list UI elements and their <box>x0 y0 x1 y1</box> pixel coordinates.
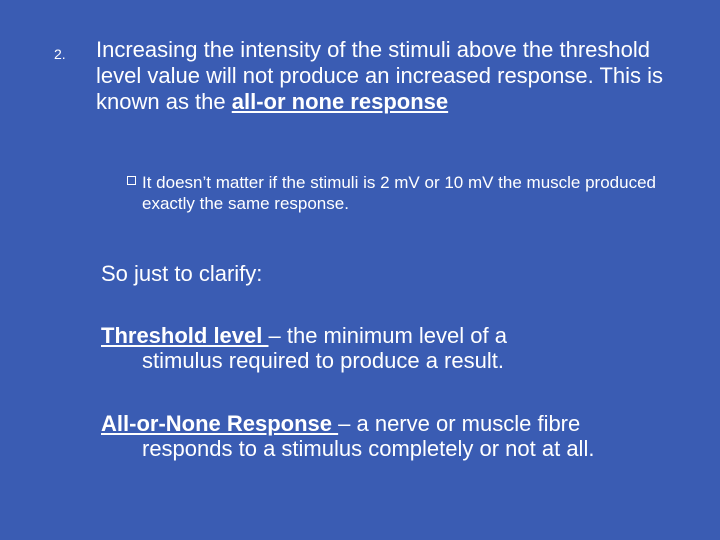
clarify-heading: So just to clarify: <box>101 261 263 286</box>
definition-text-line2: responds to a stimulus completely or not at all. <box>142 436 595 461</box>
definition-term: All-or-None Response <box>101 411 339 436</box>
definition-threshold <box>101 323 701 373</box>
definition-text: – the minimum level of a <box>268 323 507 348</box>
definition-all-or-none <box>101 411 701 461</box>
definition-text: – a nerve or muscle fibre <box>338 411 581 436</box>
all-or-none-term: all-or none response <box>231 89 449 114</box>
sub-point-text: It doesn’t matter if the stimuli is 2 mV or 10 mV the muscle produced exactly the same response. <box>142 173 656 213</box>
list-number: 2. <box>54 46 66 62</box>
definition-term: Threshold level <box>101 323 269 348</box>
main-point-text: Increasing the intensity of the stimuli above the threshold level value will not produce an increased response. This is known as the <box>96 37 664 114</box>
definition-text-line2: stimulus required to produce a result. <box>142 348 504 373</box>
main-point <box>96 37 696 115</box>
square-bullet-icon <box>127 174 137 184</box>
